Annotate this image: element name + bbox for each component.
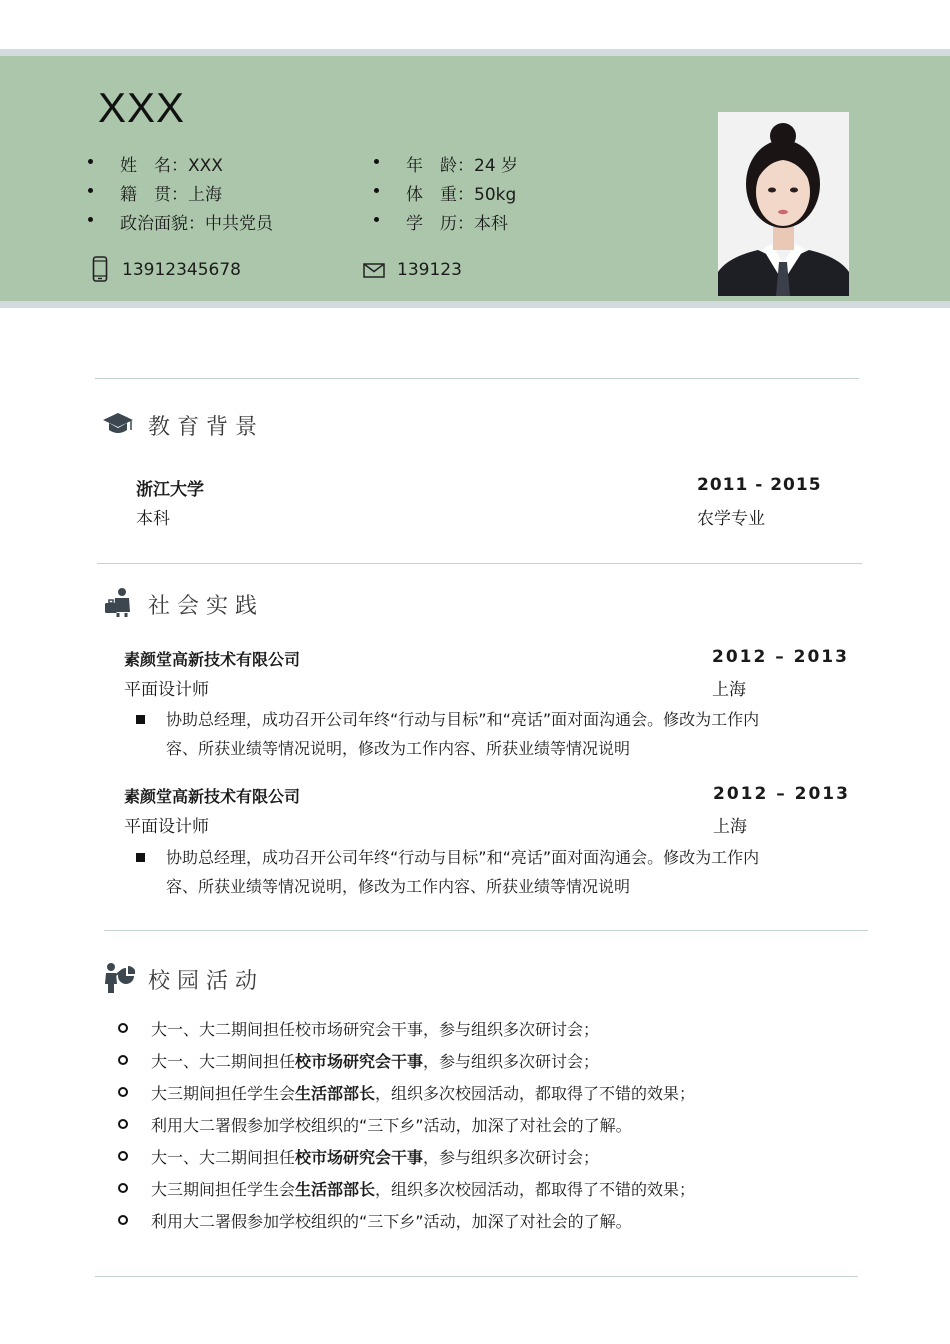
practice-years: 2012 – 2013 <box>712 647 849 667</box>
info-name: 姓 名：XXX <box>120 151 223 176</box>
practice-city: 上海 <box>712 680 746 700</box>
school-name: 浙江大学 <box>136 480 204 500</box>
info-weight: 体 重：50kg <box>406 180 516 205</box>
candidate-name: XXX <box>98 84 186 131</box>
practice-city: 上海 <box>713 817 747 837</box>
phone-number: 13912345678 <box>122 260 241 280</box>
bullet-dot <box>88 188 93 193</box>
info-education: 学 历：本科 <box>406 209 508 234</box>
info-age: 年 龄：24 岁 <box>406 151 518 176</box>
section-title-education: 教育背景 <box>148 415 265 440</box>
practice-description: 协助总经理，成功召开公司年终“行动与目标”和“亮话”面对面沟通会。修改为工作内容、所获业绩等情况说明，修改为工作内容、所获业绩等情况说明 <box>166 848 760 896</box>
presenter-chart-icon <box>103 962 135 994</box>
bullet-dot <box>374 217 379 222</box>
campus-activity: 大三期间担任学生会生活部部长，组织多次校园活动，都取得了不错的效果； <box>151 1180 696 1199</box>
graduation-cap-icon <box>102 410 134 438</box>
section-title-campus: 校园活动 <box>148 969 265 994</box>
info-political: 政治面貌：中共党员 <box>120 209 273 234</box>
divider <box>95 1276 858 1277</box>
ring-bullet <box>118 1215 128 1225</box>
worker-icon <box>103 586 135 618</box>
header-top-rule <box>0 49 950 56</box>
section-title-practice: 社会实践 <box>148 594 265 619</box>
practice-years: 2012 – 2013 <box>713 784 850 804</box>
bullet-dot <box>88 159 93 164</box>
ring-bullet <box>118 1055 128 1065</box>
practice-role: 平面设计师 <box>124 680 209 700</box>
campus-activity: 大一、大二期间担任校市场研究会干事，参与组织多次研讨会； <box>151 1052 600 1071</box>
bullet-dot <box>88 217 93 222</box>
practice-company: 素颜堂高新技术有限公司 <box>124 787 301 806</box>
divider <box>97 563 862 564</box>
mail-icon <box>363 263 385 278</box>
degree: 本科 <box>136 509 170 529</box>
email-address: 139123 <box>397 260 462 280</box>
ring-bullet <box>118 1119 128 1129</box>
education-years: 2011 - 2015 <box>697 475 822 495</box>
campus-activity: 大一、大二期间担任校市场研究会干事，参与组织多次研讨会； <box>151 1020 600 1039</box>
ring-bullet <box>118 1151 128 1161</box>
square-bullet <box>136 715 145 724</box>
header-bottom-rule <box>0 301 950 308</box>
campus-activity: 大一、大二期间担任校市场研究会干事，参与组织多次研讨会； <box>151 1148 600 1167</box>
bullet-dot <box>374 159 379 164</box>
phone-icon <box>92 256 108 282</box>
practice-company: 素颜堂高新技术有限公司 <box>124 650 301 669</box>
divider <box>104 930 868 931</box>
bullet-dot <box>374 188 379 193</box>
practice-description: 协助总经理，成功召开公司年终“行动与目标”和“亮话”面对面沟通会。修改为工作内容、所获业绩等情况说明，修改为工作内容、所获业绩等情况说明 <box>166 710 760 758</box>
divider <box>95 378 859 379</box>
campus-activity: 大三期间担任学生会生活部部长，组织多次校园活动，都取得了不错的效果； <box>151 1084 696 1103</box>
info-hometown: 籍 贯：上海 <box>120 180 222 205</box>
ring-bullet <box>118 1023 128 1033</box>
major: 农学专业 <box>697 509 765 529</box>
practice-role: 平面设计师 <box>124 817 209 837</box>
ring-bullet <box>118 1087 128 1097</box>
portrait-photo <box>718 112 849 296</box>
campus-activity: 利用大二署假参加学校组织的“三下乡”活动，加深了对社会的了解。 <box>151 1212 632 1231</box>
ring-bullet <box>118 1183 128 1193</box>
square-bullet <box>136 853 145 862</box>
campus-activity: 利用大二署假参加学校组织的“三下乡”活动，加深了对社会的了解。 <box>151 1116 632 1135</box>
